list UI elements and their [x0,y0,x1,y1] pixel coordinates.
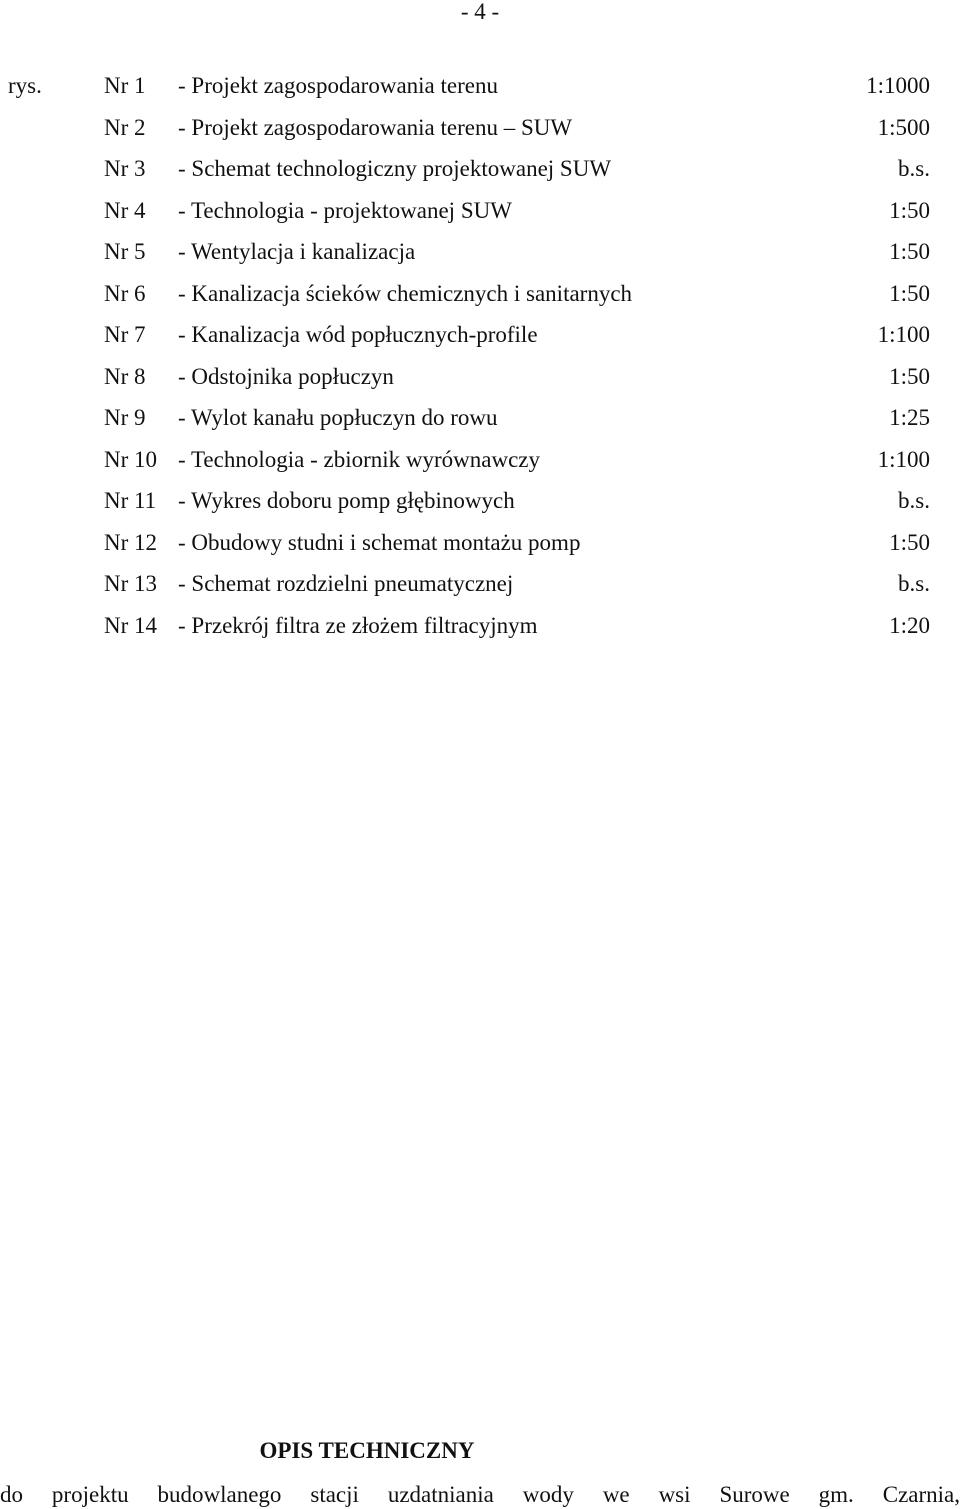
drawing-number: Nr 6 [104,280,146,306]
drawing-row [104,570,930,612]
drawing-title: - Wylot kanału popłuczyn do rowu [178,405,498,430]
document-subtitle: do projektu budowlanego stacji uzdatniania wody we wsi Surowe gm. Czarnia, [0,1482,960,1507]
drawing-number: Nr 3 [104,156,146,181]
page-number: - 4 - [460,0,500,24]
drawing-title: - Kanalizacja ścieków chemicznych i sanitarnych [178,280,633,306]
drawing-number: Nr 10 [104,446,158,472]
drawing-number: Nr 8 [104,363,146,389]
drawing-title: - Kanalizacja wód popłucznych-profile [178,322,538,347]
rys-label: rys. [8,73,42,98]
drawing-title: - Wentylacja i kanalizacja [178,239,416,264]
drawing-scale: 1:500 [877,114,930,140]
drawing-title: - Projekt zagospodarowania terenu – SUW [178,114,573,140]
drawing-title: - Projekt zagospodarowania terenu [178,73,498,98]
drawing-number: Nr 2 [104,114,146,140]
drawing-row [104,529,930,571]
drawing-number: Nr 7 [104,322,146,347]
drawing-row [104,280,930,322]
drawing-list [104,72,930,653]
drawing-row [104,487,930,529]
drawing-scale: 1:50 [889,529,930,555]
drawing-scale: 1:100 [877,322,930,347]
drawing-title: - Schemat technologiczny projektowanej SUW [178,156,612,181]
drawing-title: - Wykres doboru pomp głębinowych [178,488,515,513]
drawing-number: Nr 5 [104,239,146,264]
drawing-number: Nr 1 [104,73,146,98]
drawing-row [104,114,930,156]
drawing-scale: 1:20 [889,612,930,638]
drawing-title: - Odstojnika popłuczyn [178,363,394,389]
drawing-row [104,155,930,197]
drawing-number: Nr 12 [104,529,158,555]
drawing-number: Nr 14 [104,612,158,638]
section-title: OPIS TECHNICZNY [259,1438,475,1463]
drawing-scale: 1:1000 [866,73,930,98]
drawing-row [104,72,930,114]
drawing-row [104,363,930,405]
drawing-scale: 1:100 [877,446,930,472]
drawing-number: Nr 9 [104,405,146,430]
drawing-scale: 1:50 [889,239,930,264]
drawing-title: - Schemat rozdzielni pneumatycznej [178,571,514,596]
drawing-scale: 1:50 [889,280,930,306]
drawing-scale: 1:25 [889,405,930,430]
drawing-number: Nr 11 [104,488,157,513]
drawing-title: - Technologia - zbiornik wyrównawczy [178,446,541,472]
drawing-number: Nr 4 [104,197,146,223]
drawing-scale: b.s. [898,156,930,181]
drawing-row [104,404,930,446]
drawing-scale: 1:50 [889,363,930,389]
drawing-scale: b.s. [898,571,930,596]
drawing-row [104,197,930,239]
drawing-row [104,238,930,280]
drawing-title: - Przekrój filtra ze złożem filtracyjnym [178,612,538,638]
drawing-scale: b.s. [898,488,930,513]
drawing-title: - Technologia - projektowanej SUW [178,197,512,223]
drawing-row [104,612,930,654]
drawing-number: Nr 13 [104,571,158,596]
drawing-title: - Obudowy studni i schemat montażu pomp [178,529,581,555]
drawing-scale: 1:50 [889,197,930,223]
drawing-row [104,321,930,363]
drawing-row [104,446,930,488]
